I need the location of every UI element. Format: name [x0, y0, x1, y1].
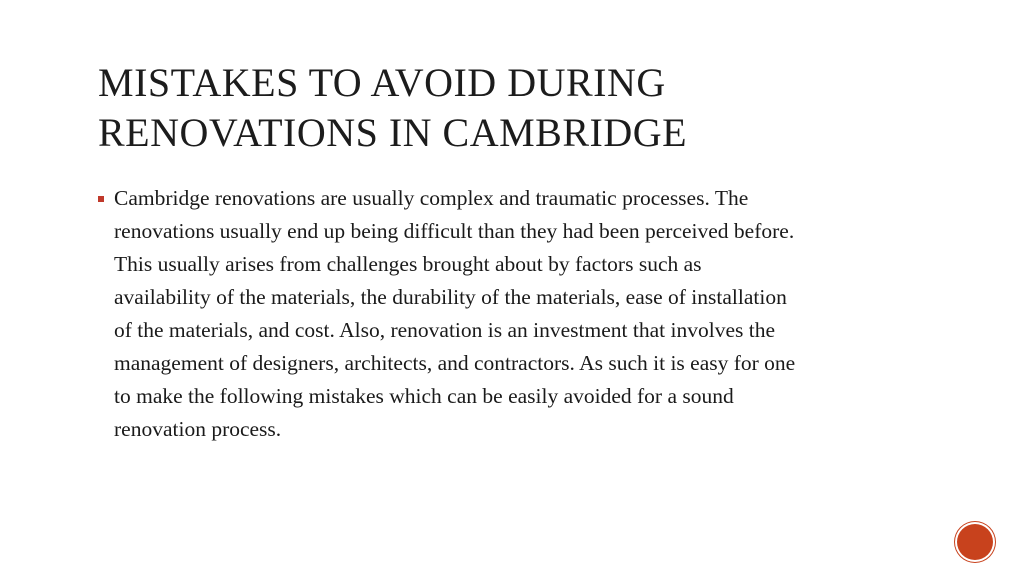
bullet-line-7: to make the following mistakes which can be easily avoided for a sound: [114, 384, 734, 408]
bullet-line-4: availability of the materials, the durability of the materials, ease of installation: [114, 285, 787, 309]
bullet-list: [98, 182, 938, 446]
bullet-line-6: management of designers, architects, and contractors. As such it is easy for one: [114, 351, 796, 375]
bullet-line-2: renovations usually end up being difficult than they had been perceived before.: [114, 219, 795, 243]
bullet-line-5: of the materials, and cost. Also, renovation is an investment that involves the: [114, 318, 775, 342]
bullet-line-1: Cambridge renovations are usually complex and traumatic processes. The: [114, 186, 749, 210]
title-line-1: MISTAKES TO AVOID DURING: [98, 60, 666, 105]
slide-title: [98, 58, 918, 158]
bullet-item: [98, 182, 938, 446]
bullet-line-8: renovation process.: [114, 417, 282, 441]
title-line-2: RENOVATIONS IN CAMBRIDGE: [98, 110, 688, 155]
page-number-badge: [957, 524, 993, 560]
bullet-line-3: This usually arises from challenges brought about by factors such as: [114, 252, 702, 276]
bullet-paragraph: [114, 182, 938, 446]
square-bullet-icon: [98, 196, 104, 202]
